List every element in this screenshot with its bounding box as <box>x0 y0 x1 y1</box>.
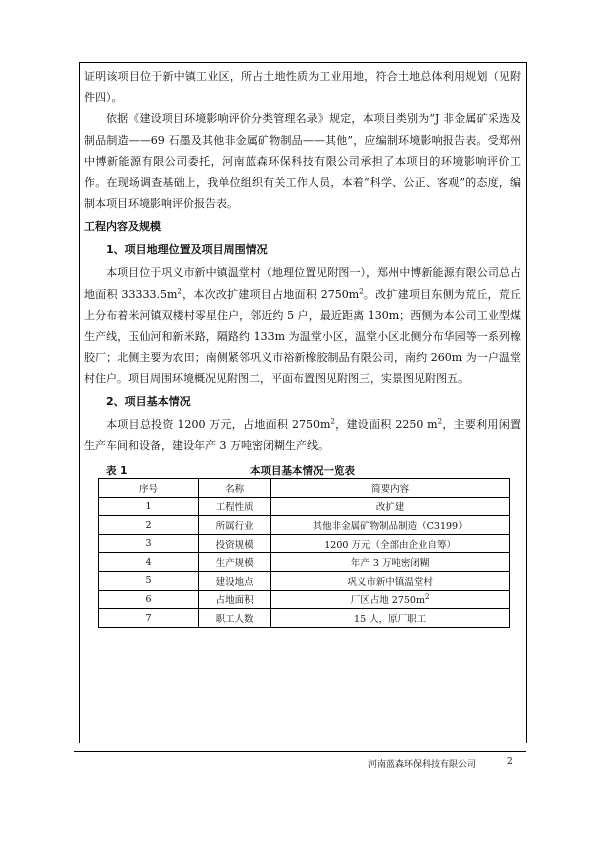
basic-text-c: ，主要利用闲置生产车间和设备，建设年产 3 万吨密闭糊生产线。 <box>84 417 521 452</box>
paragraph-land-use: 证明该项目位于新中镇工业区，所占土地性质为工业用地，符合土地总体利用规划（见附件四）。 <box>84 70 521 105</box>
superscript: 2 <box>177 286 182 295</box>
table-row <box>99 609 510 628</box>
cell-name: 建设地点 <box>198 572 270 591</box>
table-number: 表 1 <box>106 465 128 478</box>
cell-content: 1200 万元（全部由企业自筹） <box>271 534 510 553</box>
footer-organization: 河南蓝森环保科技有限公司 <box>368 760 477 770</box>
cell-index: 5 <box>99 572 199 591</box>
location-text-b: ，本次改扩建项目占地面积 2750m <box>181 287 360 301</box>
basic-text-b: ，建设面积 2250 m <box>334 417 438 431</box>
table-row <box>99 516 510 535</box>
basic-text-a: 本项目总投资 1200 万元，占地面积 2750m <box>106 417 331 431</box>
page-number: 2 <box>507 757 513 767</box>
cell-name: 职工人数 <box>198 609 270 628</box>
footer-divider <box>74 751 526 752</box>
paragraph-location <box>84 262 521 389</box>
header-content: 简要内容 <box>271 479 510 498</box>
superscript: 2 <box>437 416 443 425</box>
location-text-c: 。改扩建项目东侧为荒丘，荒丘上分布着米河镇双楼村零星住户，邻近约 5 户，最近距离 130m；西侧为本公司工业型煤生产线，玉仙河和新米路，隔路约 133m 为温堂小区，温堂小区北侧分布华园等一系列橡胶厂；北侧主要为农田；南侧紧邻巩义市裕新橡胶制品有限公司，南约 260m 为一户温堂村住户。项目周围环境概况见附图二，平面布置图见附图三，实景图见附图五。 <box>84 287 522 386</box>
cell-name: 占地面积 <box>198 590 270 609</box>
area-text: 厂区占地 2750m <box>350 595 425 607</box>
cell-name: 所属行业 <box>198 516 270 535</box>
superscript: 2 <box>359 286 364 295</box>
document-body <box>84 66 521 628</box>
header-index: 序号 <box>99 479 199 498</box>
cell-index: 2 <box>99 516 199 535</box>
cell-content <box>271 590 510 609</box>
cell-content: 巩义市新中镇温堂村 <box>271 572 510 591</box>
table-title: 本项目基本情况一览表 <box>250 465 355 478</box>
table-caption <box>84 462 521 478</box>
header-name: 名称 <box>198 479 270 498</box>
project-info-table <box>98 478 510 628</box>
cell-name: 工程性质 <box>198 497 270 516</box>
section-heading-scope: 工程内容及规模 <box>84 220 161 234</box>
cell-index: 7 <box>99 609 199 628</box>
cell-index: 1 <box>99 497 199 516</box>
cell-content: 其他非金属矿物制品制造（C3199） <box>271 516 510 535</box>
subsection-heading-basic-info: 2、项目基本情况 <box>106 394 191 408</box>
cell-index: 3 <box>99 534 199 553</box>
cell-index: 6 <box>99 590 199 609</box>
cell-name: 生产规模 <box>198 553 270 572</box>
table-row <box>99 553 510 572</box>
cell-name: 投资规模 <box>198 534 270 553</box>
cell-content: 年产 3 万吨密闭糊 <box>271 553 510 572</box>
cell-content: 改扩建 <box>271 497 510 516</box>
paragraph-basic-info <box>84 414 521 456</box>
cell-index: 4 <box>99 553 199 572</box>
table-row <box>99 572 510 591</box>
paragraph-classification: 依据《建设项目环境影响评价分类管理名录》规定，本项目类别为“J 非金属矿采选及制品制造——69 石墨及其他非金属矿物制品——其他”，应编制环境影响报告表。受郑州中博新能源有限公司委托，河南蓝森环保科技有限公司承担了本项目的环境影响评价工作。在现场调查基础上，我单位组织有关工作人员，本着“科学、公正、客观”的态度，编制本项目环境影响评价报告表。 <box>84 112 521 211</box>
location-text-a: 本项目位于巩义市新中镇温堂村（地理位置见附图一），郑州中博新能源有限公司总占地面积 33333.5m <box>84 266 521 301</box>
table-row <box>99 590 510 609</box>
table-row <box>99 534 510 553</box>
subsection-heading-location: 1、项目地理位置及项目周围情况 <box>106 243 268 257</box>
cell-content: 15 人，原厂职工 <box>271 609 510 628</box>
superscript: 2 <box>424 593 430 602</box>
table-header-row <box>99 479 510 498</box>
table-row <box>99 497 510 516</box>
superscript: 2 <box>330 416 335 425</box>
